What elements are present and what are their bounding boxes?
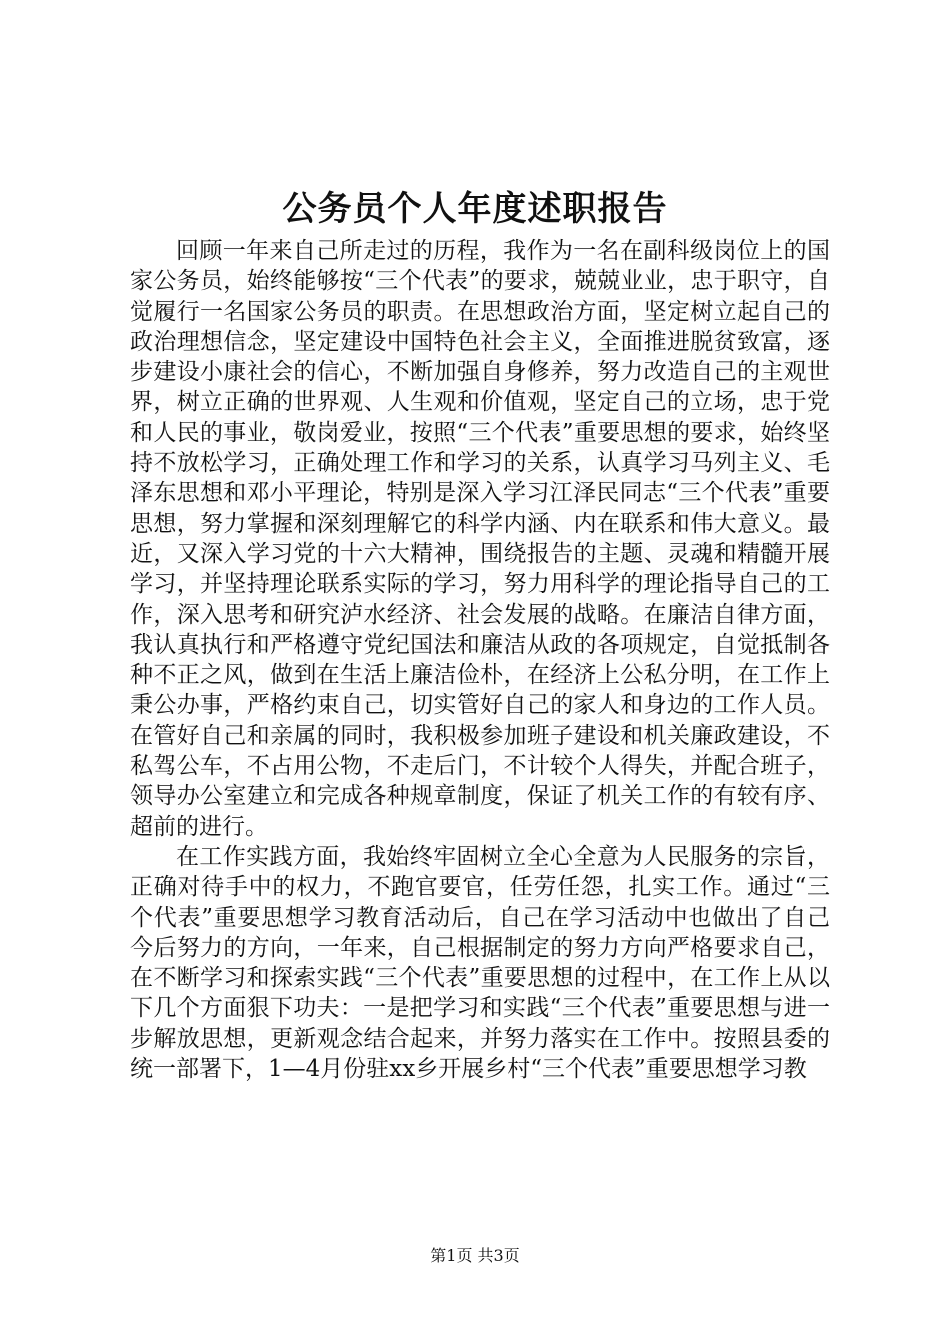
document-title: 公务员个人年度述职报告	[282, 189, 668, 229]
document-body	[130, 236, 830, 1084]
paragraph: 在工作实践方面，我始终牢固树立全心全意为人民服务的宗旨，正确对待手中的权力，不跑官要官，任劳任怨，扎实工作。通过“三个代表”重要思想学习教育活动后，自己在学习活动中也做出了自己今后努力的方向，一年来，自己根据制定的努力方向严格要求自己，在不断学习和探索实践“三个代表”重要思想的过程中，在工作上从以下几个方面狠下功夫：一是把学习和实践“三个代表”重要思想与进一步解放思想，更新观念结合起来，并努力落实在工作中。按照县委的统一部署下，1—4月份驻xx乡开展乡村“三个代表”重要思想学习教	[130, 843, 830, 1083]
paragraph: 回顾一年来自己所走过的历程，我作为一名在副科级岗位上的国家公务员，始终能够按“三个代表”的要求，兢兢业业，忠于职守，自觉履行一名国家公务员的职责。在思想政治方面，坚定树立起自己的政治理想信念，坚定建设中国特色社会主义，全面推进脱贫致富，逐步建设小康社会的信心，不断加强自身修养，努力改造自己的主观世界，树立正确的世界观、人生观和价值观，坚定自己的立场，忠于党和人民的事业，敬岗爱业，按照“三个代表”重要思想的要求，始终坚持不放松学习，正确处理工作和学习的关系，认真学习马列主义、毛泽东思想和邓小平理论，特别是深入学习江泽民同志“三个代表”重要思想，努力掌握和深刻理解它的科学内涵、内在联系和伟大意义。最近，又深入学习党的十六大精神，围绕报告的主题、灵魂和精髓开展学习，并坚持理论联系实际的学习，努力用科学的理论指导自己的工作，深入思考和研究泸水经济、社会发展的战略。在廉洁自律方面，我认真执行和严格遵守党纪国法和廉洁从政的各项规定，自觉抵制各种不正之风，做到在生活上廉洁俭朴，在经济上公私分明，在工作上秉公办事，严格约束自己，切实管好自己的家人和身边的工作人员。在管好自己和亲属的同时，我积极参加班子建设和机关廉政建设，不私驾公车，不占用公物，不走后门，不计较个人得失，并配合班子，领导办公室建立和完成各种规章制度，保证了机关工作的有较有序、超前的进行。	[130, 238, 830, 840]
page-footer: 第1页 共3页	[430, 1246, 520, 1265]
